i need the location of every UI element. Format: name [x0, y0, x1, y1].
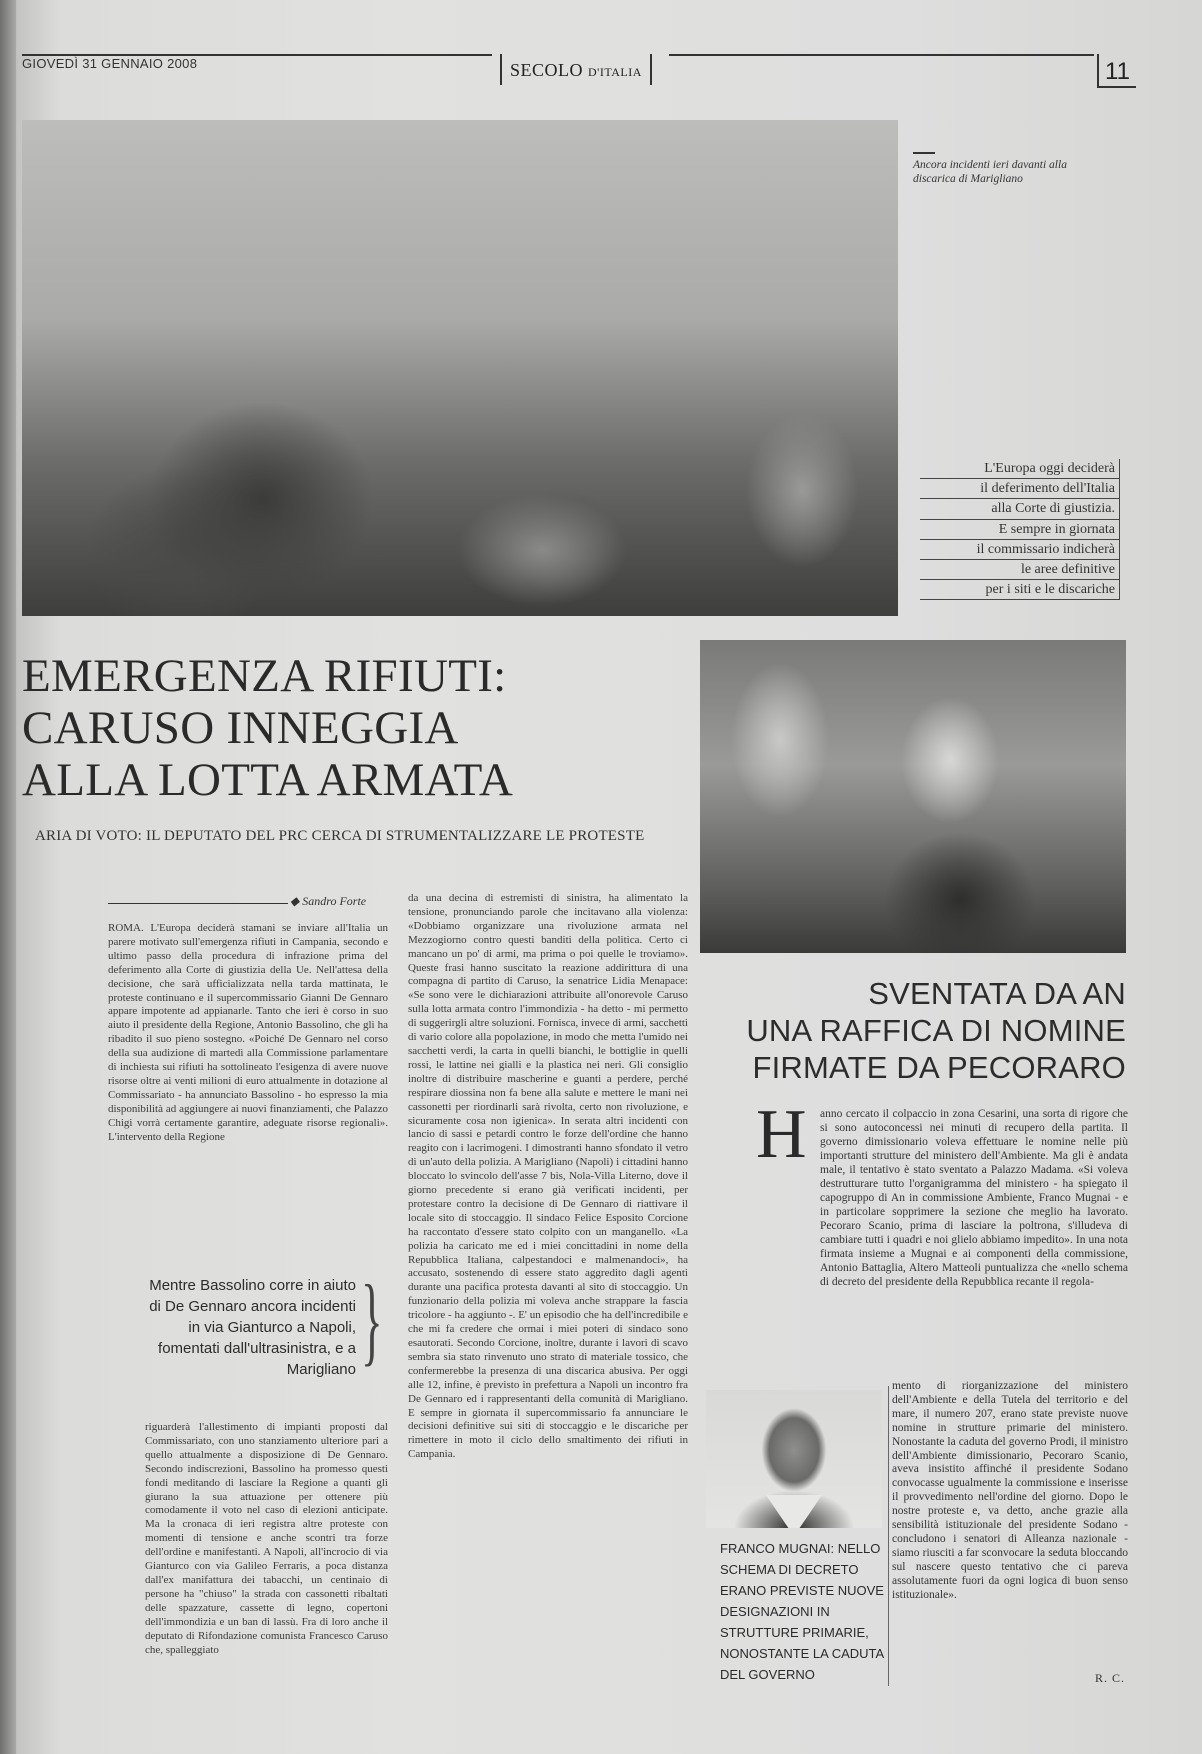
masthead-rule-right [669, 54, 1094, 56]
summary-box [920, 459, 1120, 600]
masthead-date: GIOVEDÌ 31 GENNAIO 2008 [22, 56, 198, 71]
summary-line: il deferimento dell'Italia [920, 479, 1120, 499]
side-article-column-b: mento di riorganizzazione del ministero dell'Ambiente e della Tutela del territorio e del mare, il numero 207, erano state previste nuove nomine in strutture primarie del ministero. Nonostante la caduta del governo Prodi, il ministro dell'Ambiente dimissionario, Pecoraro Scanio, aveva insistito affinché il presidente Sodano convocasse ugualmente la commissione e inserisse il provvedimento nell'ordine del giorno. Dopo le nostre proteste e, va detto, anche grazie alla sensibilità istituzionale del presidente Sodano - concludono i senatori di Alleanza nazionale - siamo riusciti a far sconvocare la seduta bloccando sul nascere questo tentativo che ci pareva assolutamente fuori da ogni logica di buon senso istituzionale». [892, 1380, 1128, 1601]
summary-line: le aree definitive [920, 560, 1120, 580]
paper-name: SECOLO [510, 60, 584, 80]
main-subhead: ARIA DI VOTO: IL DEPUTATO DEL PRC CERCA DI STRUMENTALIZZARE LE PROTESTE [35, 828, 645, 844]
portrait-photo-mugnai [706, 1390, 882, 1528]
summary-line: L'Europa oggi deciderà [920, 459, 1120, 479]
side-headline [700, 975, 1126, 1086]
masthead-paper-name [500, 54, 652, 85]
masthead [22, 50, 1130, 90]
drop-cap: H [756, 1096, 807, 1173]
main-article-column-1b: riguarderà l'allestimento di impianti proposti dal Commissariato, con uno stanziamento ulteriore pari a quello attualmente a disposizione di De Gennaro. Secondo indiscrezioni, Bassolino ha promesso questi fondi meditando di lasciare la Regione a quanti gli giurano la sua attuazione per ottenere più comodamente il voto nel caso di elezioni anticipate. Ma la cronaca di ieri registra altre proteste con momenti di tensione e anche scontri tra forze dell'ordine e manifestanti. A Napoli, all'incrocio di via Gianturco con via Galileo Ferraris, a poca distanza dall'ex manifattura dei tabacchi, un centinaio di persone ha "chiuso" la strada con cassonetti ribaltati delle spazzature, cassette di legno, copertoni dell'immondizia e un ban di lassù. Fra di loro anche il deputato di Rifondazione comunista Francesco Caruso che, spalleggiato [145, 1421, 388, 1656]
pull-quote: Mentre Bassolino corre in aiuto di De Gennaro ancora incidenti in via Gianturco a Napoli, fomentati dall'ultrasinistra, e a Marigliano [149, 1277, 356, 1378]
main-article-column-2: da una decina di estremisti di sinistra, ha alimentato la tensione, pronunciando parole che incitavano alla violenza: «Dobbiamo organizzare una rivoluzione armata nel Mezzogiorno contro questi banditi della politica. Certo ci mancano un po' di armi, ma prima o poi quelle le troviamo». Queste frasi hanno suscitato la reazione addirittura di una compagna di partito di Caruso, la senatrice Lidia Menapace: «Se sono vere le dichiarazioni attribuite all'onorevole Caruso sulla lotta armata contro l'immondizia - ha detto - mi permetto di suggerirgli altre soluzioni. Fornisca, invece di armi, sacchetti di vario colore alla popolazione, in modo che metta l'umido nei sacchetti verdi, la carta in quelli bianchi, le bottiglie in quelli rossi, le lattine nei gialli e la plastica nei neri. Gli consiglio inoltre di distribuire mascherine e guanti a perdere, perché respirare diossina non fa bene alla salute e mettere le mani nei cassonetti per riordinarli sarà rivolta, certo non rivoluzione, e sicuramente cosa non igienica». In serata altri incidenti con lancio di sassi e petardi contro le forze dell'ordine che hanno reagito con i lacrimogeni. I dimostranti hanno sfondato il vetro di un'auto della polizia. A Marigliano (Napoli) i cittadini hanno bloccato lo svincolo dell'asse 7 bis, Nola-Villa Literno, dove il giorno precedente si erano già verificati incidenti, per protestare contro la decisione di De Gennaro di riattivare il locale sito di stoccaggio. Il sindaco Felice Esposito Corcione ha raccontato d'essere stato colpito con un manganello. «La polizia ha caricato me ed i miei concittadini in nome della Repubblica Italiana, calpestandoci e malmenandoci», ha accusato, sostenendo di essere stato aggredito dagli agenti durante una pacifica protesta davanti al sito di stoccaggio. Un funzionario della polizia mi voleva anche strappare la fascia tricolore - ha aggiunto -. E' un episodio che ha dell'incredibile e che mi fa credere che ormai i miei poteri di sindaco sono esautorati. Secondo Corcione, inoltre, durante i lavori di scavo sembra sia stato rinvenuto uno strato di materiale tossico, che confermerebbe la presenza di una discarica abusiva. Per oggi alle 12, infine, è previsto in prefettura a Napoli un incontro fra De Gennaro ed i rappresentanti della comunità di Marigliano. E sempre in giornata il supercommissario fa annunciare le decisioni definitive sui siti di stoccaggio e le discariche per rimettere in moto il ciclo dello smaltimento dei rifiuti in Campania. [408, 892, 688, 1461]
politician-photo [700, 640, 1126, 953]
main-headline-line: EMERGENZA RIFIUTI: [22, 650, 507, 702]
summary-line: alla Corte di giustizia. [920, 499, 1120, 519]
side-headline-line: FIRMATE DA PECORARO [752, 1050, 1126, 1085]
main-headline-line: CARUSO INNEGGIA [22, 702, 459, 754]
main-headline-line: ALLA LOTTA ARMATA [22, 754, 514, 806]
main-headline [22, 650, 682, 806]
page-spine-shadow [0, 0, 16, 1754]
page-number: 11 [1097, 54, 1136, 88]
summary-line: il commissario indicherà [920, 540, 1120, 560]
main-article-column-1a: ROMA. L'Europa deciderà stamani se inviare all'Italia un parere motivato sull'emergenza rifiuti in Campania, secondo e ultimo passo della procedura di infrazione prima del deferimento alla Corte di giustizia della Ue. Nell'attesa della decisione, che sarà ufficializzata nella tarda mattinata, le proteste continuano e il supercommissario Gianni De Gennaro appare impotente ad appianarle. Tanto che ieri è corso in suo aiuto il presidente della Regione, Antonio Bassolino, che gli ha ribadito il suo pieno sostegno. «Poiché De Gennaro nel corso della sua audizione di martedì alla Commissione parlamentare di inchiesta sui rifiuti ha sottolineato l'esigenza di avere nuove risorse oltre ai venti milioni di euro attualmente in dotazione al Commissariato - ha annunciato Bassolino - ho espresso la mia disponibilità ad aggiungere ai nuovi finanziamenti, che Palazzo Chigi vorrà certamente garantire, adeguate risorse regionali». L'intervento della Regione [108, 922, 388, 1143]
side-article-signature: R. C. [1095, 1671, 1126, 1685]
side-headline-line: UNA RAFFICA DI NOMINE [746, 1013, 1126, 1048]
side-headline-line: SVENTATA DA AN [868, 976, 1126, 1011]
byline: ◆ Sandro Forte [290, 894, 367, 908]
pull-quote-brace: } [361, 1264, 383, 1375]
summary-line: E sempre in giornata [920, 520, 1120, 540]
portrait-shirt [766, 1495, 822, 1528]
side-article-column-a: anno cercato il colpaccio in zona Cesarini, una sorta di rigore che si sono autoconcessi nei minuti di recupero della partita. Il governo dimissionario voleva effettuare le nomine nelle più importanti strutture del ministero dell'Ambiente. Ma gli è andata male, il tentativo è stato sventato a Palazzo Madama. «Si voleva destrutturare tutto l'organigramma del ministero - ha spiegato il capogruppo di An in commissione Ambiente, Franco Mugnai - e in particolare sopprimere la sezione che meglio ha lavorato. Pecoraro Scanio, prima di lasciare la poltrona, s'illudeva di cambiare tutti i quadri e noi glielo abbiamo impedito». In una nota firmata insieme a Mugnai e ai componenti della commissione, Antonio Battaglia, Altero Matteoli puntualizza che «nello schema di decreto del presidente della Repubblica recante il regola- [820, 1108, 1128, 1288]
protest-photo-caption: Ancora incidenti ieri davanti alla discarica di Marigliano [913, 152, 1103, 186]
protest-photo [22, 120, 898, 616]
byline-author: Sandro Forte [302, 894, 367, 908]
portrait-caption: FRANCO MUGNAI: NELLO SCHEMA DI DECRETO ERANO PREVISTE NUOVE DESIGNAZIONI IN STRUTTURE PRIMARIE, NONOSTANTE LA CADUTA DEL GOVERNO [720, 1541, 884, 1682]
summary-line: per i siti e le discariche [920, 580, 1120, 600]
paper-name-sub: D'ITALIA [588, 65, 642, 79]
byline-rule [108, 903, 288, 904]
